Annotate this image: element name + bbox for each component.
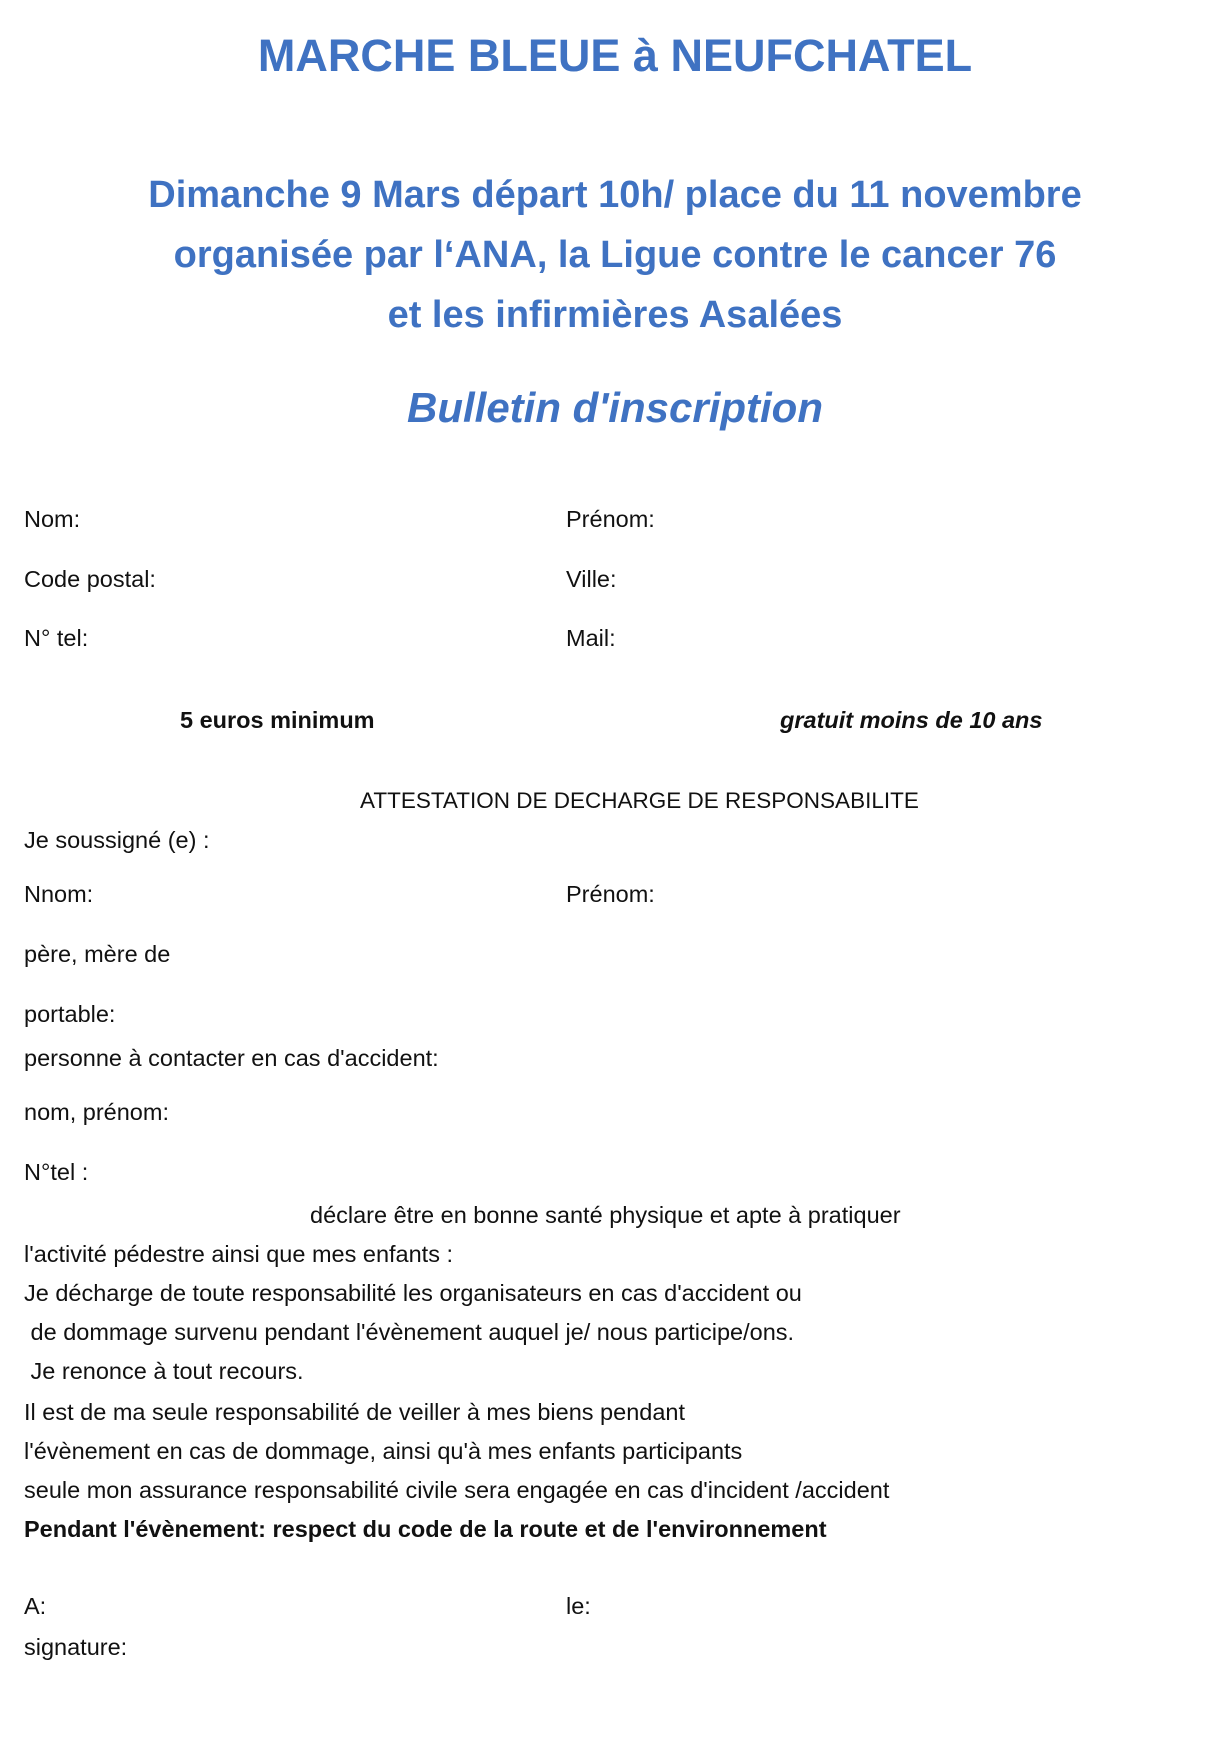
event-details-line-1: Dimanche 9 Mars départ 10h/ place du 11 novembre	[148, 174, 1082, 216]
prenom-label: Prénom:	[566, 506, 655, 532]
nom-prenom-label: nom, prénom:	[24, 1099, 169, 1125]
attestation-prenom-label: Prénom:	[566, 881, 655, 907]
free-under-10-text: gratuit moins de 10 ans	[780, 707, 1043, 733]
declaration-line-2: l'activité pédestre ainsi que mes enfants :	[24, 1241, 454, 1267]
declaration-line-7: l'évènement en cas de dommage, ainsi qu'à mes enfants participants	[24, 1438, 743, 1464]
declaration-line-5: Je renonce à tout recours.	[24, 1358, 304, 1384]
code-postal-label: Code postal:	[24, 566, 156, 592]
contact-label: personne à contacter en cas d'accident:	[24, 1045, 439, 1071]
nnom-label: Nnom:	[24, 881, 94, 907]
event-details-line-2: organisée par l‘ANA, la Ligue contre le cancer 76	[173, 234, 1057, 276]
declaration-line-1: déclare être en bonne santé physique et apte à pratiquer	[310, 1202, 901, 1228]
page-title: MARCHE BLEUE à NEUFCHATEL	[257, 30, 973, 81]
date-label: le:	[566, 1593, 591, 1619]
tel-label: N° tel:	[24, 625, 89, 651]
mail-label: Mail:	[566, 625, 616, 651]
form-title: Bulletin d'inscription	[407, 384, 823, 431]
declaration-line-4: de dommage survenu pendant l'évènement auquel je/ nous participe/ons.	[24, 1319, 795, 1345]
ville-label: Ville:	[566, 566, 617, 592]
portable-label: portable:	[24, 1001, 116, 1027]
soussigne-label: Je soussigné (e) :	[24, 827, 210, 853]
ntel-label: N°tel :	[24, 1159, 89, 1185]
declaration-line-6: Il est de ma seule responsabilité de veiller à mes biens pendant	[24, 1399, 685, 1425]
declaration-line-3: Je décharge de toute responsabilité les organisateurs en cas d'accident ou	[24, 1280, 802, 1306]
attestation-heading: ATTESTATION DE DECHARGE DE RESPONSABILITE	[360, 788, 919, 813]
signature-label: signature:	[24, 1634, 128, 1660]
pere-mere-label: père, mère de	[24, 941, 171, 967]
rules-reminder: Pendant l'évènement: respect du code de la route et de l'environnement	[24, 1516, 827, 1542]
event-details-line-3: et les infirmières Asalées	[387, 294, 843, 336]
declaration-line-8: seule mon assurance responsabilité civile sera engagée en cas d'incident /accident	[24, 1477, 890, 1503]
place-label: A:	[24, 1593, 47, 1619]
price-text: 5 euros minimum	[180, 707, 375, 733]
nom-label: Nom:	[24, 506, 81, 532]
